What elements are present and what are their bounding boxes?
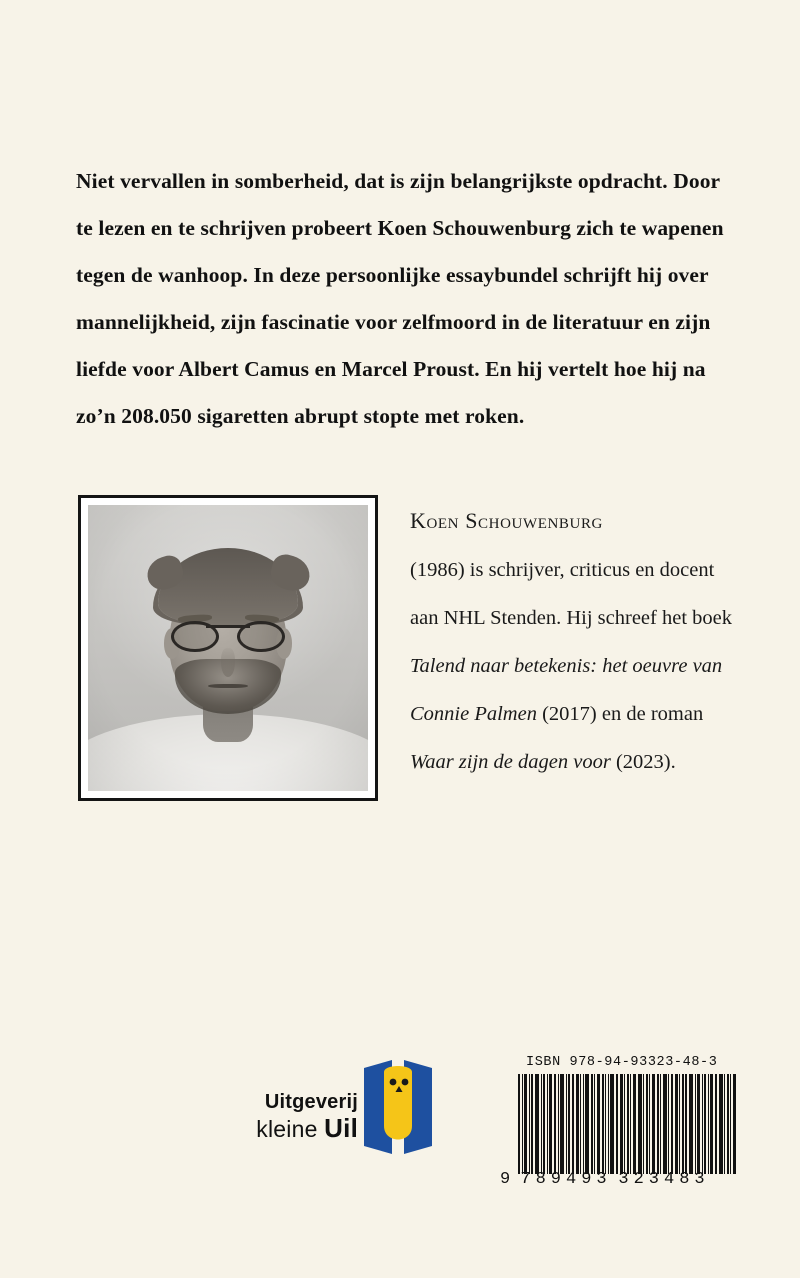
author-bio-part1: (1986) is schrijver, criticus en docent aan NHL Stenden. Hij schreef het boek [410,559,733,629]
author-bio [410,497,740,786]
publisher-line-1: Uitgeverij [264,1091,358,1113]
author-book-title-2: Waar zijn de dagen voor [410,751,611,773]
author-book-title-1: Talend naar betekenis: het oeuvre van Connie Palmen [410,655,723,725]
author-bio-part2: (2017) en de roman [536,703,704,725]
isbn-label: ISBN 978-94-93323-48-3 [526,1055,718,1070]
author-name: Koen Schouwenburg [410,508,603,533]
publisher-name [228,1090,358,1143]
author-portrait [88,505,368,791]
publisher-line-2 [228,1114,358,1143]
portrait-photo [88,505,368,791]
blurb-paragraph: Niet vervallen in somberheid, dat is zijn belangrijkste opdracht. Door te lezen en te schrijven probeert Koen Schouwenburg zich te wapenen tegen de wanhoop. In deze persoonlijke essaybundel schrijft hij over mannelijkheid, zijn fascinatie voor zelfmoord in de literatuur en zijn liefde voor Albert Camus en Marcel Proust. En hij vertelt hoe hij na zo’n 208.050 sigaretten abrupt stopte met roken. [76,168,724,428]
isbn-block [500,1055,722,1192]
barcode-digit-lead: 9 [500,1170,512,1189]
author-portrait-frame [78,495,378,801]
author-bio-part3: (2023). [610,751,676,773]
barcode [500,1074,722,1192]
barcode-digits-left: 789493 [520,1170,612,1189]
publisher-owl-logo-icon [362,1058,434,1162]
barcode-digits [500,1170,722,1189]
publisher-uil: Uil [324,1113,358,1143]
publisher-kleine: kleine [256,1116,325,1142]
barcode-digits-right: 323483 [618,1170,710,1189]
barcode-bars [518,1074,738,1174]
